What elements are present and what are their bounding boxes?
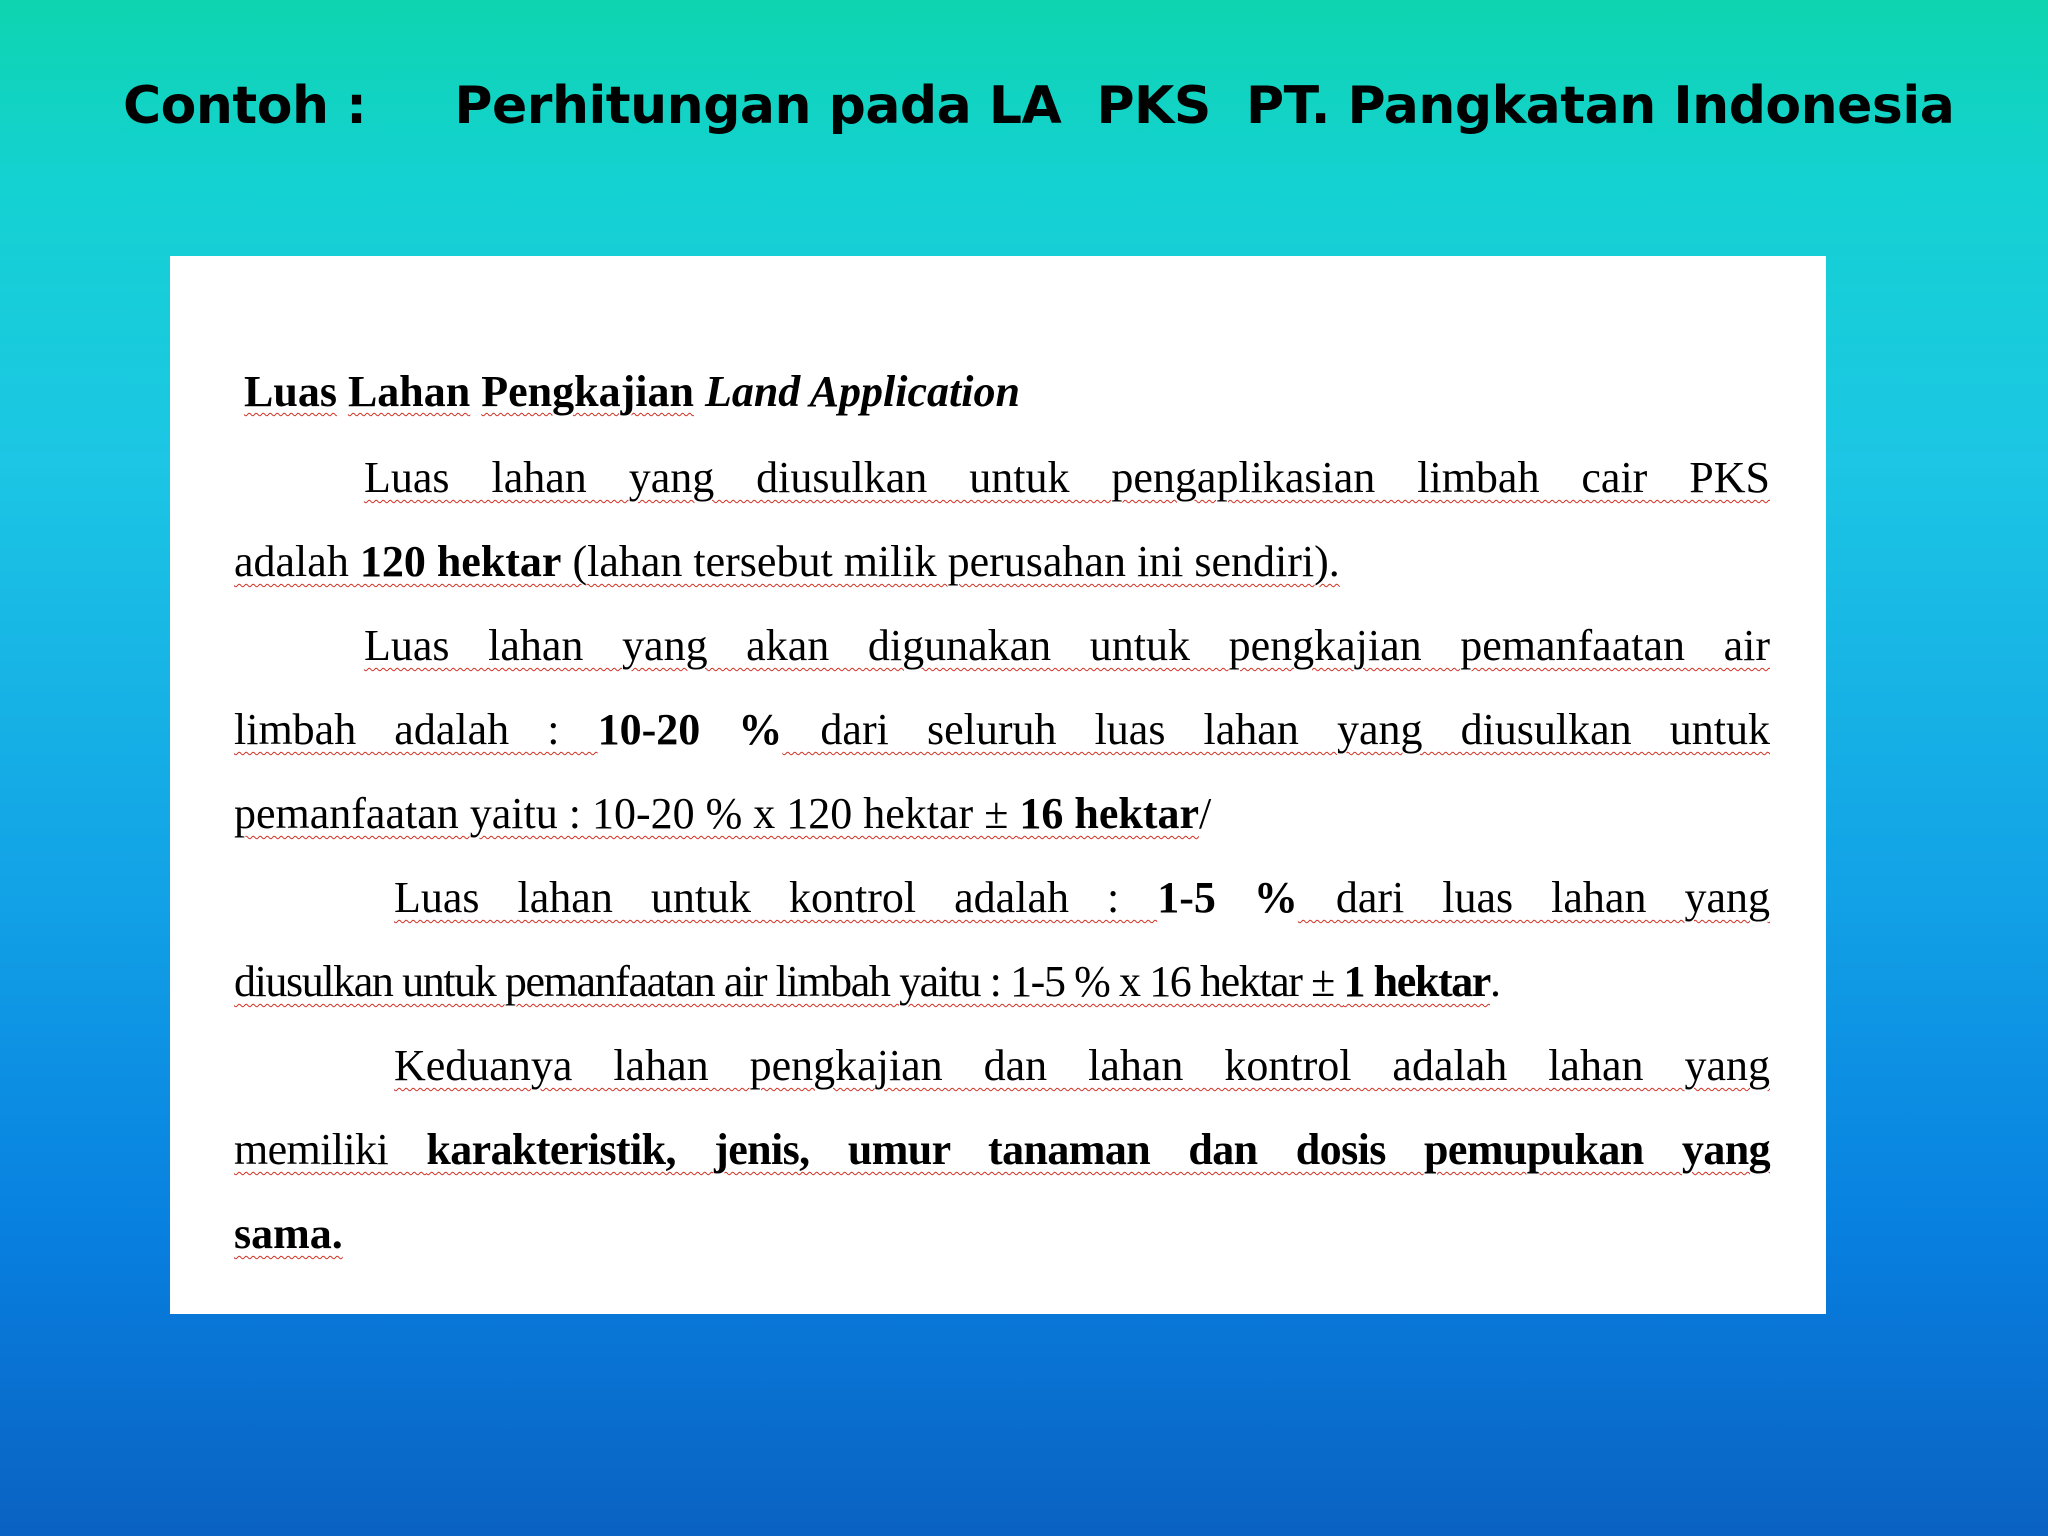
line-text: dari seluruh luas lahan yang diusulkan untuk <box>782 705 1771 754</box>
line-bold: 1-5 % <box>1157 873 1298 922</box>
line-text: diusulkan untuk pemanfaatan air limbah yaitu : 1-5 % x 16 hektar ± <box>234 957 1344 1006</box>
line-text: limbah adalah : <box>234 705 598 754</box>
heading-word: Pengkajian <box>481 367 694 416</box>
paragraph-line <box>234 956 1500 1007</box>
paragraph-line <box>234 536 1340 587</box>
heading-word: Lahan <box>347 367 471 416</box>
line-bold: sama. <box>234 1209 343 1258</box>
line-text: dari luas lahan yang <box>1297 873 1770 922</box>
line-text: Luas lahan untuk kontrol adalah : <box>394 873 1158 922</box>
paragraph-line <box>234 1208 343 1259</box>
paragraph-line <box>234 788 1211 839</box>
line-bold: 1 hektar <box>1343 957 1490 1006</box>
slide-title: Contoh : Perhitungan pada LA PKS PT. Pangkatan Indonesia <box>123 76 1955 136</box>
heading-italic: Land Application <box>704 367 1020 416</box>
line-bold: 120 hektar <box>359 537 562 586</box>
paragraph-line <box>364 452 1770 503</box>
paragraph-line <box>364 620 1770 671</box>
paragraph-line <box>394 1040 1770 1091</box>
line-text: memiliki <box>234 1125 427 1174</box>
line-text: adalah <box>234 537 360 586</box>
line-bold: 16 hektar <box>1019 789 1199 838</box>
paragraph-line <box>394 872 1770 923</box>
document-image <box>170 256 1826 1314</box>
line-bold: 10-20 % <box>597 705 783 754</box>
paragraph-line <box>234 1124 1770 1175</box>
line-text: pemanfaatan yaitu : 10-20 % x 120 hektar ± <box>234 789 1020 838</box>
line-bold: karakteristik, jenis, umur tanaman dan dosis pemupukan yang <box>426 1125 1770 1174</box>
line-text: Luas lahan yang akan digunakan untuk pengkajian pemanfaatan air <box>364 621 1770 670</box>
heading-word: Luas <box>244 367 337 416</box>
line-text: Keduanya lahan pengkajian dan lahan kontrol adalah lahan yang <box>394 1041 1770 1090</box>
line-text: (lahan tersebut milik perusahan ini sendiri). <box>561 537 1340 586</box>
line-text: . <box>1489 957 1500 1006</box>
paragraph-line <box>234 704 1770 755</box>
line-text: Luas lahan yang diusulkan untuk pengaplikasian limbah cair PKS <box>364 453 1770 502</box>
line-text: / <box>1199 789 1212 838</box>
document-heading <box>244 366 1020 417</box>
